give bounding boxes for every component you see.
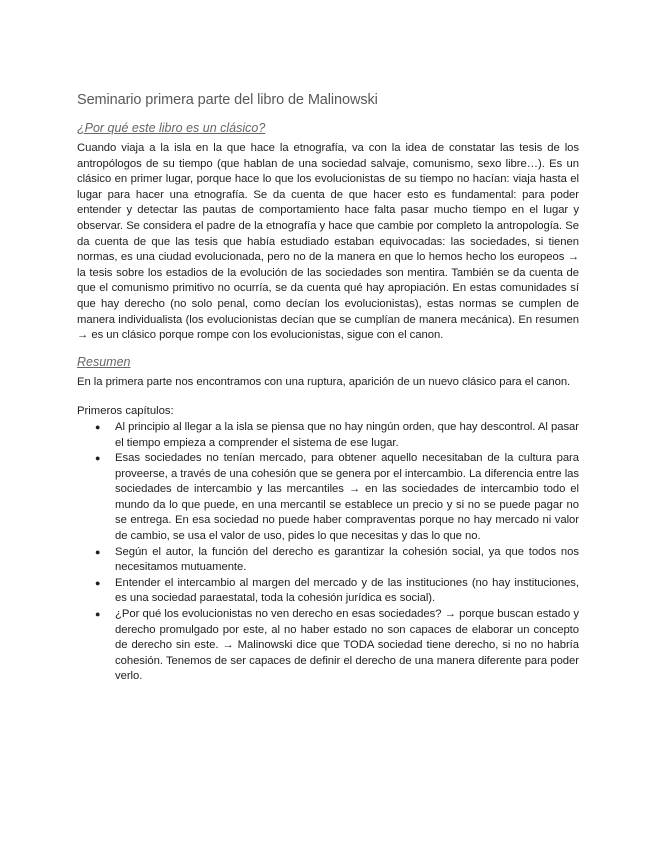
section-heading-summary: Resumen <box>77 354 131 369</box>
list-item <box>77 545 579 576</box>
list-item-text: Según el autor, la función del derecho es garantizar la cohesión social, ya que todos nos necesitamos mutuamente. <box>115 545 579 574</box>
spacer <box>77 344 579 355</box>
bullet-list <box>77 420 579 685</box>
list-item <box>77 576 579 607</box>
list-item <box>77 607 579 685</box>
list-item-text: Esas sociedades no tenían mercado, para obtener aquello necesitaban de la cultura para proveerse, a través de una cohesión que se genera por el intercambio. La diferencia entre las sociedades de intercambio y las mercantiles → en las sociedades de intercambio todo el mundo da lo que puede, en una mercantil se establece un precio y si no se puede pagar no se entrega. En esa sociedad no puede haber compraventas porque no hay mercado ni valor de cambio, se usa el valor de uso, pides lo que necesitas y das lo que no. <box>115 452 579 543</box>
list-item-text: Al principio al llegar a la isla se piensa que no hay ningún orden, que hay descontrol. Al pasar el tiempo empieza a comprender el sistema de ese lugar. <box>115 420 579 449</box>
list-item-text: Entender el intercambio al margen del mercado y de las instituciones (no hay instituciones, es una sociedad paraestatal, toda la cohesión jurídica es social). <box>115 576 579 605</box>
bullet-icon: ● <box>95 453 101 464</box>
list-intro: Primeros capítulos: <box>77 405 174 418</box>
spacer <box>77 390 579 404</box>
section-body-why-classic: Cuando viaja a la isla en la que hace la etnografía, va con la idea de constatar las tesis de los antropólogos de su tiempo (que hablan de una sociedad salvaje, comunismo, sexo libre…). Es un clásico en primer lugar, porque hace lo que los evolucionistas de su tiempo no hacían: viaja hasta el lugar para hacer una etnografía. Se da cuenta de que hacer esto es fundamental: para poder entender y detectar las pautas de comportamiento hace falta pasar mucho tiempo en el lugar y observar. Se considera el padre de la etnografía y hace que cambie por completo la antropología. Se da cuenta de que las tesis que había estudiado estaban equivocadas: las sociedades, si tienen normas, es una ciudad evolucionada, pero no de la manera en que lo hemos hecho los europeos → la tesis sobre los estadios de la evolución de las sociedades son mentira. También se da cuenta de que el comunismo primitivo no ocurría, se da cuenta qué hay apropiación. En estas comunidades sí que hay derecho (no solo penal, como decían los evolucionistas), estas normas se cumplen de manera individualista (los evolucionistas decían que se cumplían de manera mecánica). En resumen → es un clásico porque rompe con los evolucionistas, sigue con el canon. <box>77 142 579 342</box>
document-title: Seminario primera parte del libro de Malinowski <box>77 92 378 108</box>
section-heading-why-classic: ¿Por qué este libro es un clásico? <box>77 121 266 135</box>
section-body-summary: En la primera parte nos encontramos con una ruptura, aparición de un nuevo clásico para el canon. <box>77 375 571 388</box>
list-item <box>77 451 579 545</box>
list-item <box>77 420 579 451</box>
list-item-text: ¿Por qué los evolucionistas no ven derecho en esas sociedades? → porque buscan estado y derecho promulgado por este, al no haber estado no son capaces de elaborar un concepto de derecho sin este. → Malinowski dice que TODA sociedad tiene derecho, si no no habría cohesión. Tenemos de ser capaces de definir el derecho de una manera diferente para poder verlo. <box>115 608 579 683</box>
bullet-icon: ● <box>95 546 101 557</box>
bullet-icon: ● <box>95 421 101 432</box>
document-page <box>77 92 579 685</box>
bullet-icon: ● <box>95 609 101 620</box>
bullet-icon: ● <box>95 577 101 588</box>
